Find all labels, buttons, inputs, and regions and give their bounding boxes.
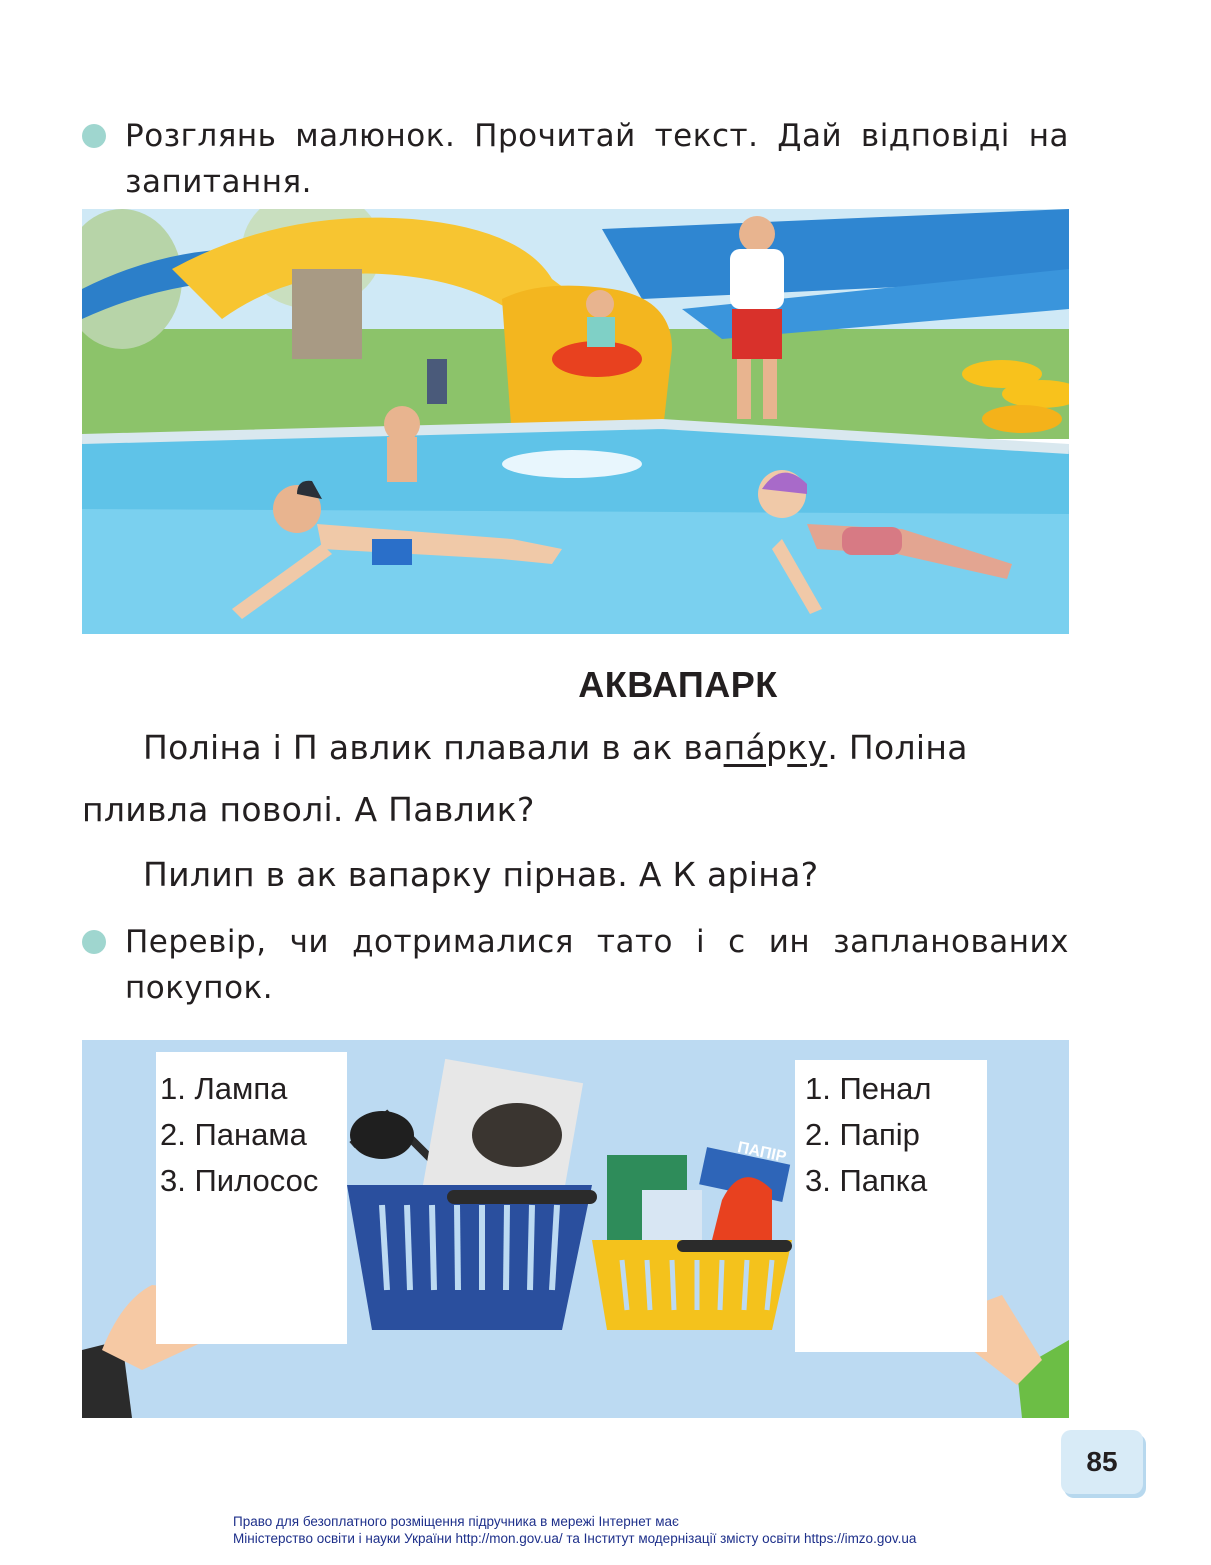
footer-line-1: Право для безоплатного розміщення підручника в мережі Інтернет має	[233, 1514, 679, 1529]
task-2-line-2: покупок.	[125, 970, 274, 1006]
underlined-syllable: ку	[787, 728, 828, 767]
task-instruction-2	[125, 919, 1069, 1011]
basket-paper-label: ПАПІР	[735, 1139, 788, 1166]
task-1-line-2: запитання.	[125, 164, 312, 200]
stressed-syllable: па́	[723, 728, 766, 767]
bullet-icon	[82, 124, 106, 148]
shopping-lists-illustration	[82, 1040, 1069, 1418]
story-paragraph-2: Пилип в ак вапарку пірнав. А К аріна?	[143, 855, 819, 894]
list-item: 2. Папір	[805, 1117, 920, 1152]
story-paragraph-1-line-2: пливла поволі. А Павлик?	[82, 790, 535, 829]
story-paragraph-1-line-1: Поліна і П авлик плавали в ак вапа́рку. Поліна	[143, 728, 968, 767]
water-park-illustration	[82, 209, 1069, 634]
list-item: 3. Пилосос	[160, 1163, 319, 1198]
page-number: 85	[1061, 1430, 1143, 1494]
task-1-line-1: Розглянь малюнок. Прочитай текст. Дай відповіді на	[125, 118, 1069, 154]
footer-line-2: Міністерство освіти і науки України http://mon.gov.ua/ та Інститут модернізації змісту освіти https://imzo.gov.ua	[233, 1531, 917, 1546]
list-item: 1. Лампа	[160, 1071, 288, 1106]
copyright-footer	[233, 1513, 916, 1547]
shopping-list-right	[805, 1066, 931, 1204]
shopping-list-left	[160, 1066, 318, 1204]
task-instruction-1	[125, 113, 1069, 205]
story-title: АКВАПАРК	[578, 664, 778, 705]
list-item: 1. Пенал	[805, 1071, 932, 1106]
task-2-line-1: Перевір, чи дотрималися тато і с ин запланованих	[125, 924, 1069, 960]
list-item: 2. Панама	[160, 1117, 307, 1152]
bullet-icon	[82, 930, 106, 954]
list-item: 3. Папка	[805, 1163, 928, 1198]
